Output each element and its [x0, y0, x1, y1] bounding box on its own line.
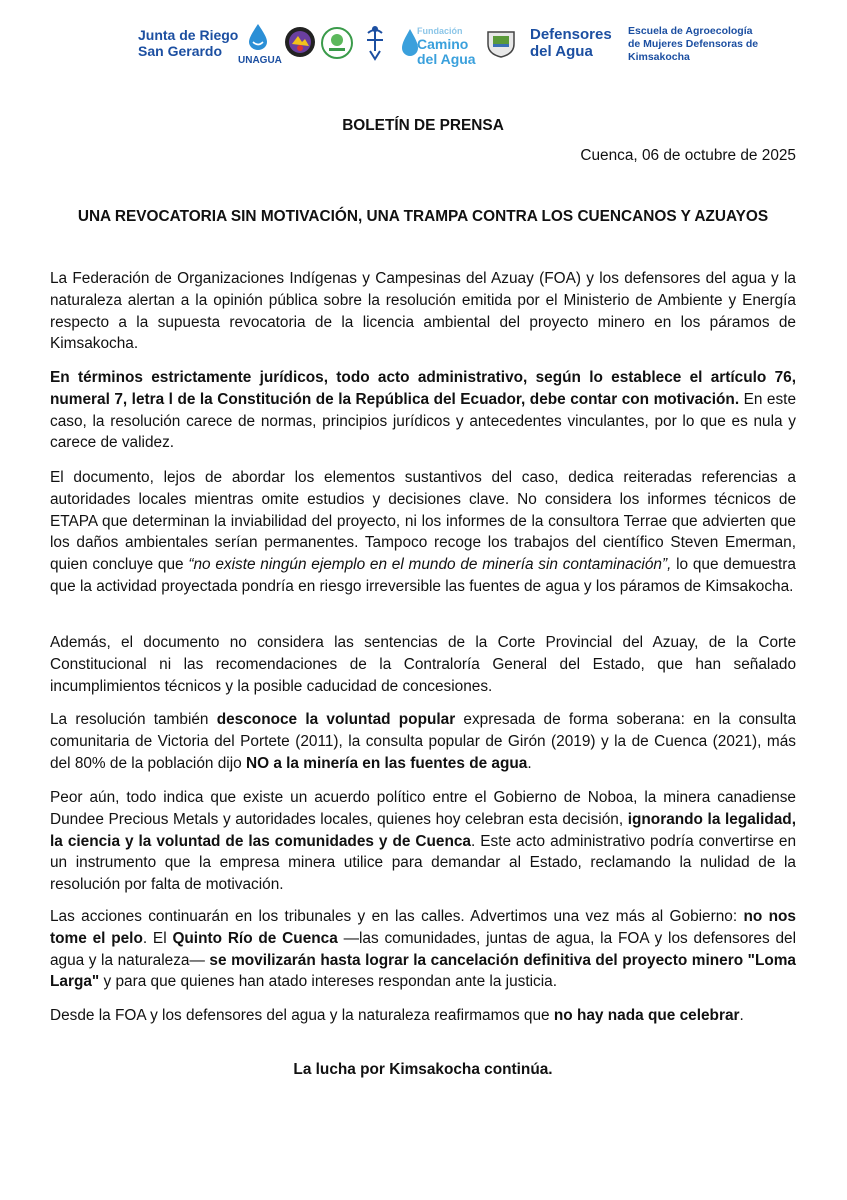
document-date: Cuenca, 06 de octubre de 2025 [580, 147, 796, 164]
defensores-del-agua-logo [530, 26, 612, 60]
escuela-line1: Escuela de Agroecología [628, 25, 753, 37]
paragraph-5 [50, 709, 796, 774]
paragraph-7-b: . El [142, 929, 173, 947]
paragraph-3-a: El documento, lejos de abordar los elementos sustantivos del caso, dedica reiteradas referencias a autoridades locales mientras omite estudios y decisiones clave. No considera los informes técnicos de ETAPA que determinan la inviabilidad del proyecto, ni los informes de la consultora Terrae que advierten que los daños ambientales serían permanentes. Tampoco recoge los trabajos del científico Steven Emerman, quien concluye que [50, 469, 796, 574]
paragraph-5-c: . [527, 754, 532, 772]
defensores-line1: Defensores [530, 26, 612, 43]
paragraph-3 [50, 467, 796, 598]
document-label: BOLETÍN DE PRENSA [342, 117, 504, 134]
paragraph-7-c: —las comunidades, juntas de agua, la FOA y los defensores del agua y la naturaleza— [50, 929, 797, 969]
round-emblem-icon [284, 26, 316, 63]
paragraph-1: La Federación de Organizaciones Indígenas y Campesinas del Azuay (FOA) y los defensores del agua y la naturaleza alertan a la opinión pública sobre la resolución emitida por el Ministerio de Ambiente y Energía respecto a la supuesta revocatoria de la licencia ambiental del proyecto minero en los páramos de Kimsakocha. [50, 270, 796, 353]
junta-riego-logo [138, 27, 238, 59]
paragraph-8 [50, 1005, 796, 1027]
unagua-logo [238, 22, 282, 66]
paragraph-6-b: . Este acto administrativo podría convertirse en un instrumento que la empresa minera utilice para demandar al Estado, reclamando la nulidad de la resolución por falta de motivación. [50, 832, 796, 894]
document-title: UNA REVOCATORIA SIN MOTIVACIÓN, UNA TRAMPA CONTRA LOS CUENCANOS Y AZUAYOS [77, 208, 769, 225]
unagua-label: UNAGUA [238, 55, 282, 66]
camino-line2: del Agua [417, 51, 476, 67]
water-drop-icon [238, 22, 278, 52]
junta-logo-line1: Junta de Riego [138, 27, 239, 43]
circle-seal-icon [320, 26, 354, 65]
paragraph-3-b: lo que demuestra que la actividad proyectada pondría en riesgo irreversible las fuentes de agua y los páramos de Kimsakocha. [50, 556, 796, 595]
escuela-line3: Kimsakocha [628, 51, 690, 63]
paragraph-6 [50, 787, 796, 896]
paragraph-7 [50, 906, 796, 993]
paragraph-4: Además, el documento no considera las sentencias de la Corte Provincial del Azuay, de la Corte Constitucional ni las recomendaciones de la Contraloría General del Estado, que han señalado incumplimientos técnicos y la posible caducidad de concesiones. [50, 634, 796, 695]
paragraph-2 [50, 367, 796, 454]
paragraph-7-a: Las acciones continuarán en los tribunales y en las calles. Advertimos una vez más al Gobierno: [50, 908, 744, 925]
paragraph-7-bold1: no nos tome el pelo [50, 908, 796, 947]
paragraph-8-a: Desde la FOA y los defensores del agua y la naturaleza reafirmamos que [50, 1007, 554, 1024]
camino-text [417, 26, 476, 67]
paragraph-7-d: y para que quienes han atado intereses respondan ante la justicia. [99, 973, 557, 991]
paragraph-8-b: . [739, 1007, 744, 1024]
paragraph-2-bold: En términos estrictamente jurídicos, todo acto administrativo, según lo establece el artículo 76, numeral 7, letra l de la Constitución de la República del Ecuador, debe contar con motivación. [50, 369, 796, 408]
camino-small-text: Fundación [417, 26, 463, 36]
paragraph-5-b: expresada de forma soberana: en la consulta comunitaria de Victoria del Portete (2011), la consulta popular de Girón (2019) y la de Cuenca (2021), más del 80% de la población dijo [50, 711, 796, 772]
escuela-agroecologia-logo [628, 25, 758, 64]
paragraph-8-bold: no hay nada que celebrar [553, 1007, 740, 1024]
paragraph-5-bold2: NO a la minería en las fuentes de agua [245, 754, 528, 772]
paragraph-7-bold2: Quinto Río de Cuenca [172, 929, 338, 947]
defensores-line2: del Agua [530, 43, 593, 60]
paragraph-5-a: La resolución también [50, 711, 217, 728]
paragraph-7-bold3: se movilizarán hasta lograr la cancelación definitiva del proyecto minero "Loma Larga" [50, 951, 796, 991]
paragraph-2-rest: En este caso, la resolución carece de normas, principios jurídicos y antecedentes vinculantes, por lo que es nula y carece de validez. [50, 390, 797, 452]
logo-bar [0, 22, 847, 66]
figure-emblem-icon [362, 24, 388, 67]
escuela-line2: de Mujeres Defensoras de [628, 38, 759, 50]
paragraph-6-bold: ignorando la legalidad, la ciencia y la voluntad de las comunidades y de Cuenca [50, 810, 796, 850]
paragraph-3-quote: “no existe ningún ejemplo en el mundo de minería sin contaminación”, [188, 556, 672, 574]
shield-icon [484, 26, 518, 63]
camino-line1: Camino [417, 36, 469, 52]
paragraph-5-bold1: desconoce la voluntad popular [216, 711, 456, 728]
paragraph-6-a: Peor aún, todo indica que existe un acuerdo político entre el Gobierno de Noboa, la minera canadiense Dundee Precious Metals y autoridades locales, quienes hoy celebran esta decisión, [50, 789, 796, 828]
closing-line: La lucha por Kimsakocha continúa. [293, 1061, 553, 1078]
junta-logo-line2: San Gerardo [138, 43, 223, 59]
